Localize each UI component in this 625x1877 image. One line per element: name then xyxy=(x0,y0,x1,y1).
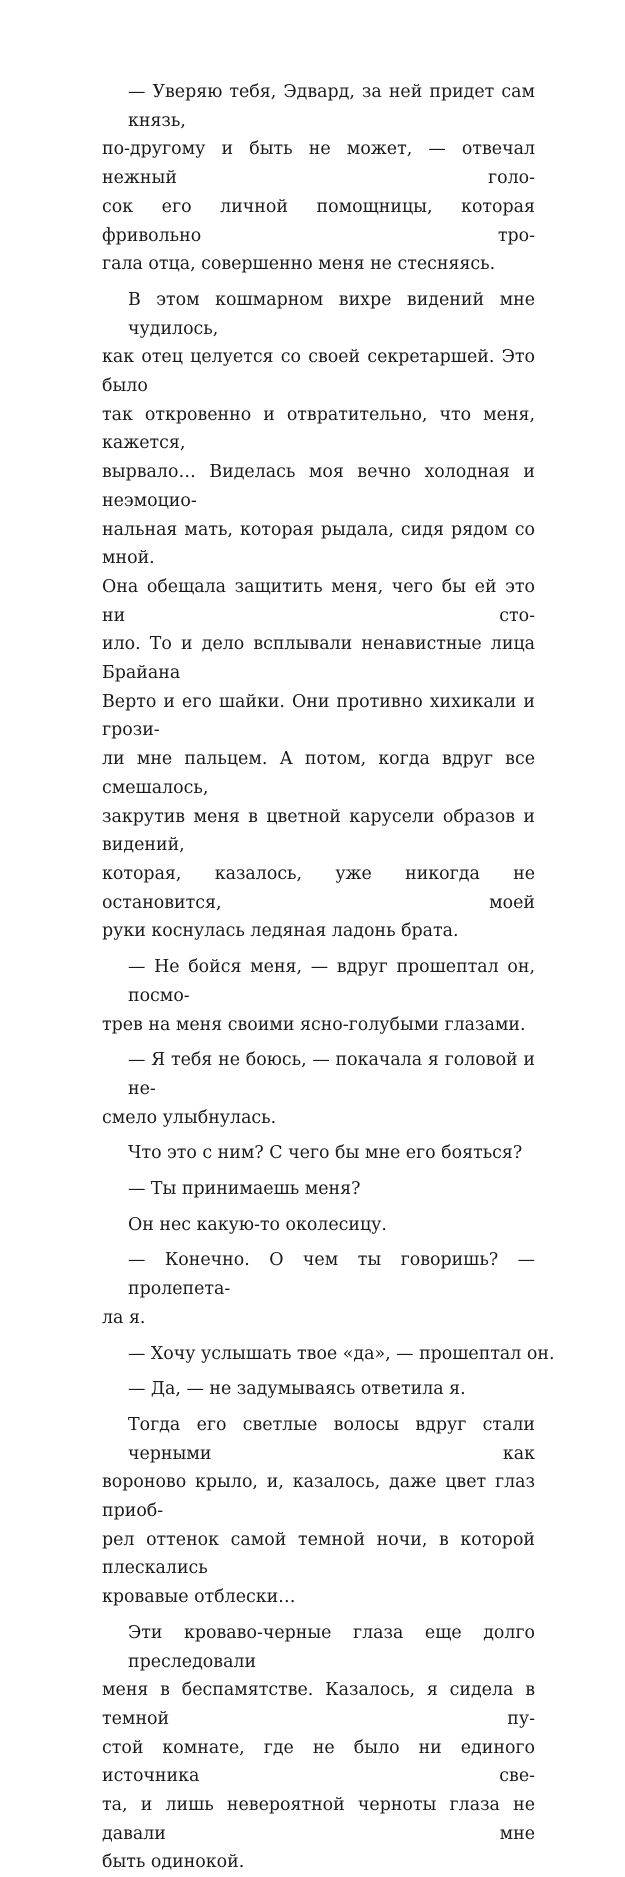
text-line: стой комнате, где не было ни единого источника све- xyxy=(102,1737,535,1787)
text-line: закрутив меня в цветной карусели образов и видений, xyxy=(102,806,535,856)
text-line: как отец целуется со своей секретаршей. Это было xyxy=(102,347,535,397)
text-line: — Хочу услышать твое «да», — прошептал он. xyxy=(128,1343,555,1364)
text-line: меня в беспамятстве. Казалось, я сидела в темной пу- xyxy=(102,1680,535,1729)
text-line: кровавые отблески… xyxy=(102,1587,296,1608)
paragraph xyxy=(102,1246,535,1332)
paragraph xyxy=(102,1340,555,1369)
paragraph xyxy=(102,286,535,946)
text-line: смело улыбнулась. xyxy=(102,1107,277,1128)
text-line: Эти кроваво-черные глаза еще долго преследовали xyxy=(128,1622,535,1672)
paragraph xyxy=(102,953,535,1039)
text-line: сок его личной помощницы, которая фривольно тро- xyxy=(102,196,535,246)
text-line: так откровенно и отвратительно, что меня, кажется, xyxy=(102,404,535,454)
paragraph xyxy=(102,1139,535,1168)
text-line: трев на меня своими ясно-голубыми глазами. xyxy=(102,1014,526,1035)
text-line: — Уверяю тебя, Эдвард, за ней придет сам князь, xyxy=(128,82,535,131)
text-line: руки коснулась ледяная ладонь брата. xyxy=(102,921,459,942)
text-line: быть одинокой. xyxy=(102,1852,245,1873)
paragraph xyxy=(102,1046,535,1132)
text-line: — Ты принимаешь меня? xyxy=(128,1179,361,1200)
text-line: гала отца, совершенно меня не стесняясь. xyxy=(102,254,496,275)
text-line: та, и лишь невероятной черноты глаза не давали мне xyxy=(102,1795,535,1844)
text-line: — Конечно. О чем ты говоришь? — пролепета- xyxy=(128,1250,535,1300)
text-line: Что это с ним? С чего бы мне его бояться? xyxy=(128,1143,523,1164)
text-line: нальная мать, которая рыдала, сидя рядом со мной. xyxy=(102,519,535,569)
paragraph xyxy=(102,1375,535,1404)
text-line: по-другому и быть не может, — отвечал нежный голо- xyxy=(102,139,535,189)
paragraph xyxy=(102,1175,535,1204)
text-line: рел оттенок самой темной ночи, в которой плескались xyxy=(102,1529,535,1579)
text-line: ли мне пальцем. А потом, когда вдруг все смешалось, xyxy=(102,749,535,798)
text-line: — Не бойся меня, — вдруг прошептал он, посмо- xyxy=(128,957,535,1006)
text-line: которая, казалось, уже никогда не остановится, моей xyxy=(102,863,535,913)
text-line: ла я. xyxy=(102,1307,146,1328)
paragraph xyxy=(102,1411,535,1612)
body-text xyxy=(102,78,555,1877)
text-line: Тогда его светлые волосы вдруг стали черными как xyxy=(128,1414,535,1464)
paragraph xyxy=(102,1211,535,1240)
text-line: — Я тебя не боюсь, — покачала я головой и не- xyxy=(128,1050,535,1099)
text-line: Верто и его шайки. Они противно хихикали и грози- xyxy=(102,691,535,741)
text-line: Он нес какую-то околесицу. xyxy=(128,1214,387,1235)
paragraph xyxy=(102,1619,535,1877)
text-line: В этом кошмарном вихре видений мне чудилось, xyxy=(128,289,535,339)
text-line: вороново крыло, и, казалось, даже цвет глаз приоб- xyxy=(102,1472,535,1522)
text-line: вырвало… Виделась моя вечно холодная и неэмоцио- xyxy=(102,462,535,511)
text-line: — Да, — не задумываясь ответила я. xyxy=(128,1379,466,1400)
paragraph xyxy=(102,78,535,279)
text-line: ило. То и дело всплывали ненавистные лица Брайана xyxy=(102,634,535,684)
text-line: Она обещала защитить меня, чего бы ей это ни сто- xyxy=(102,576,535,626)
